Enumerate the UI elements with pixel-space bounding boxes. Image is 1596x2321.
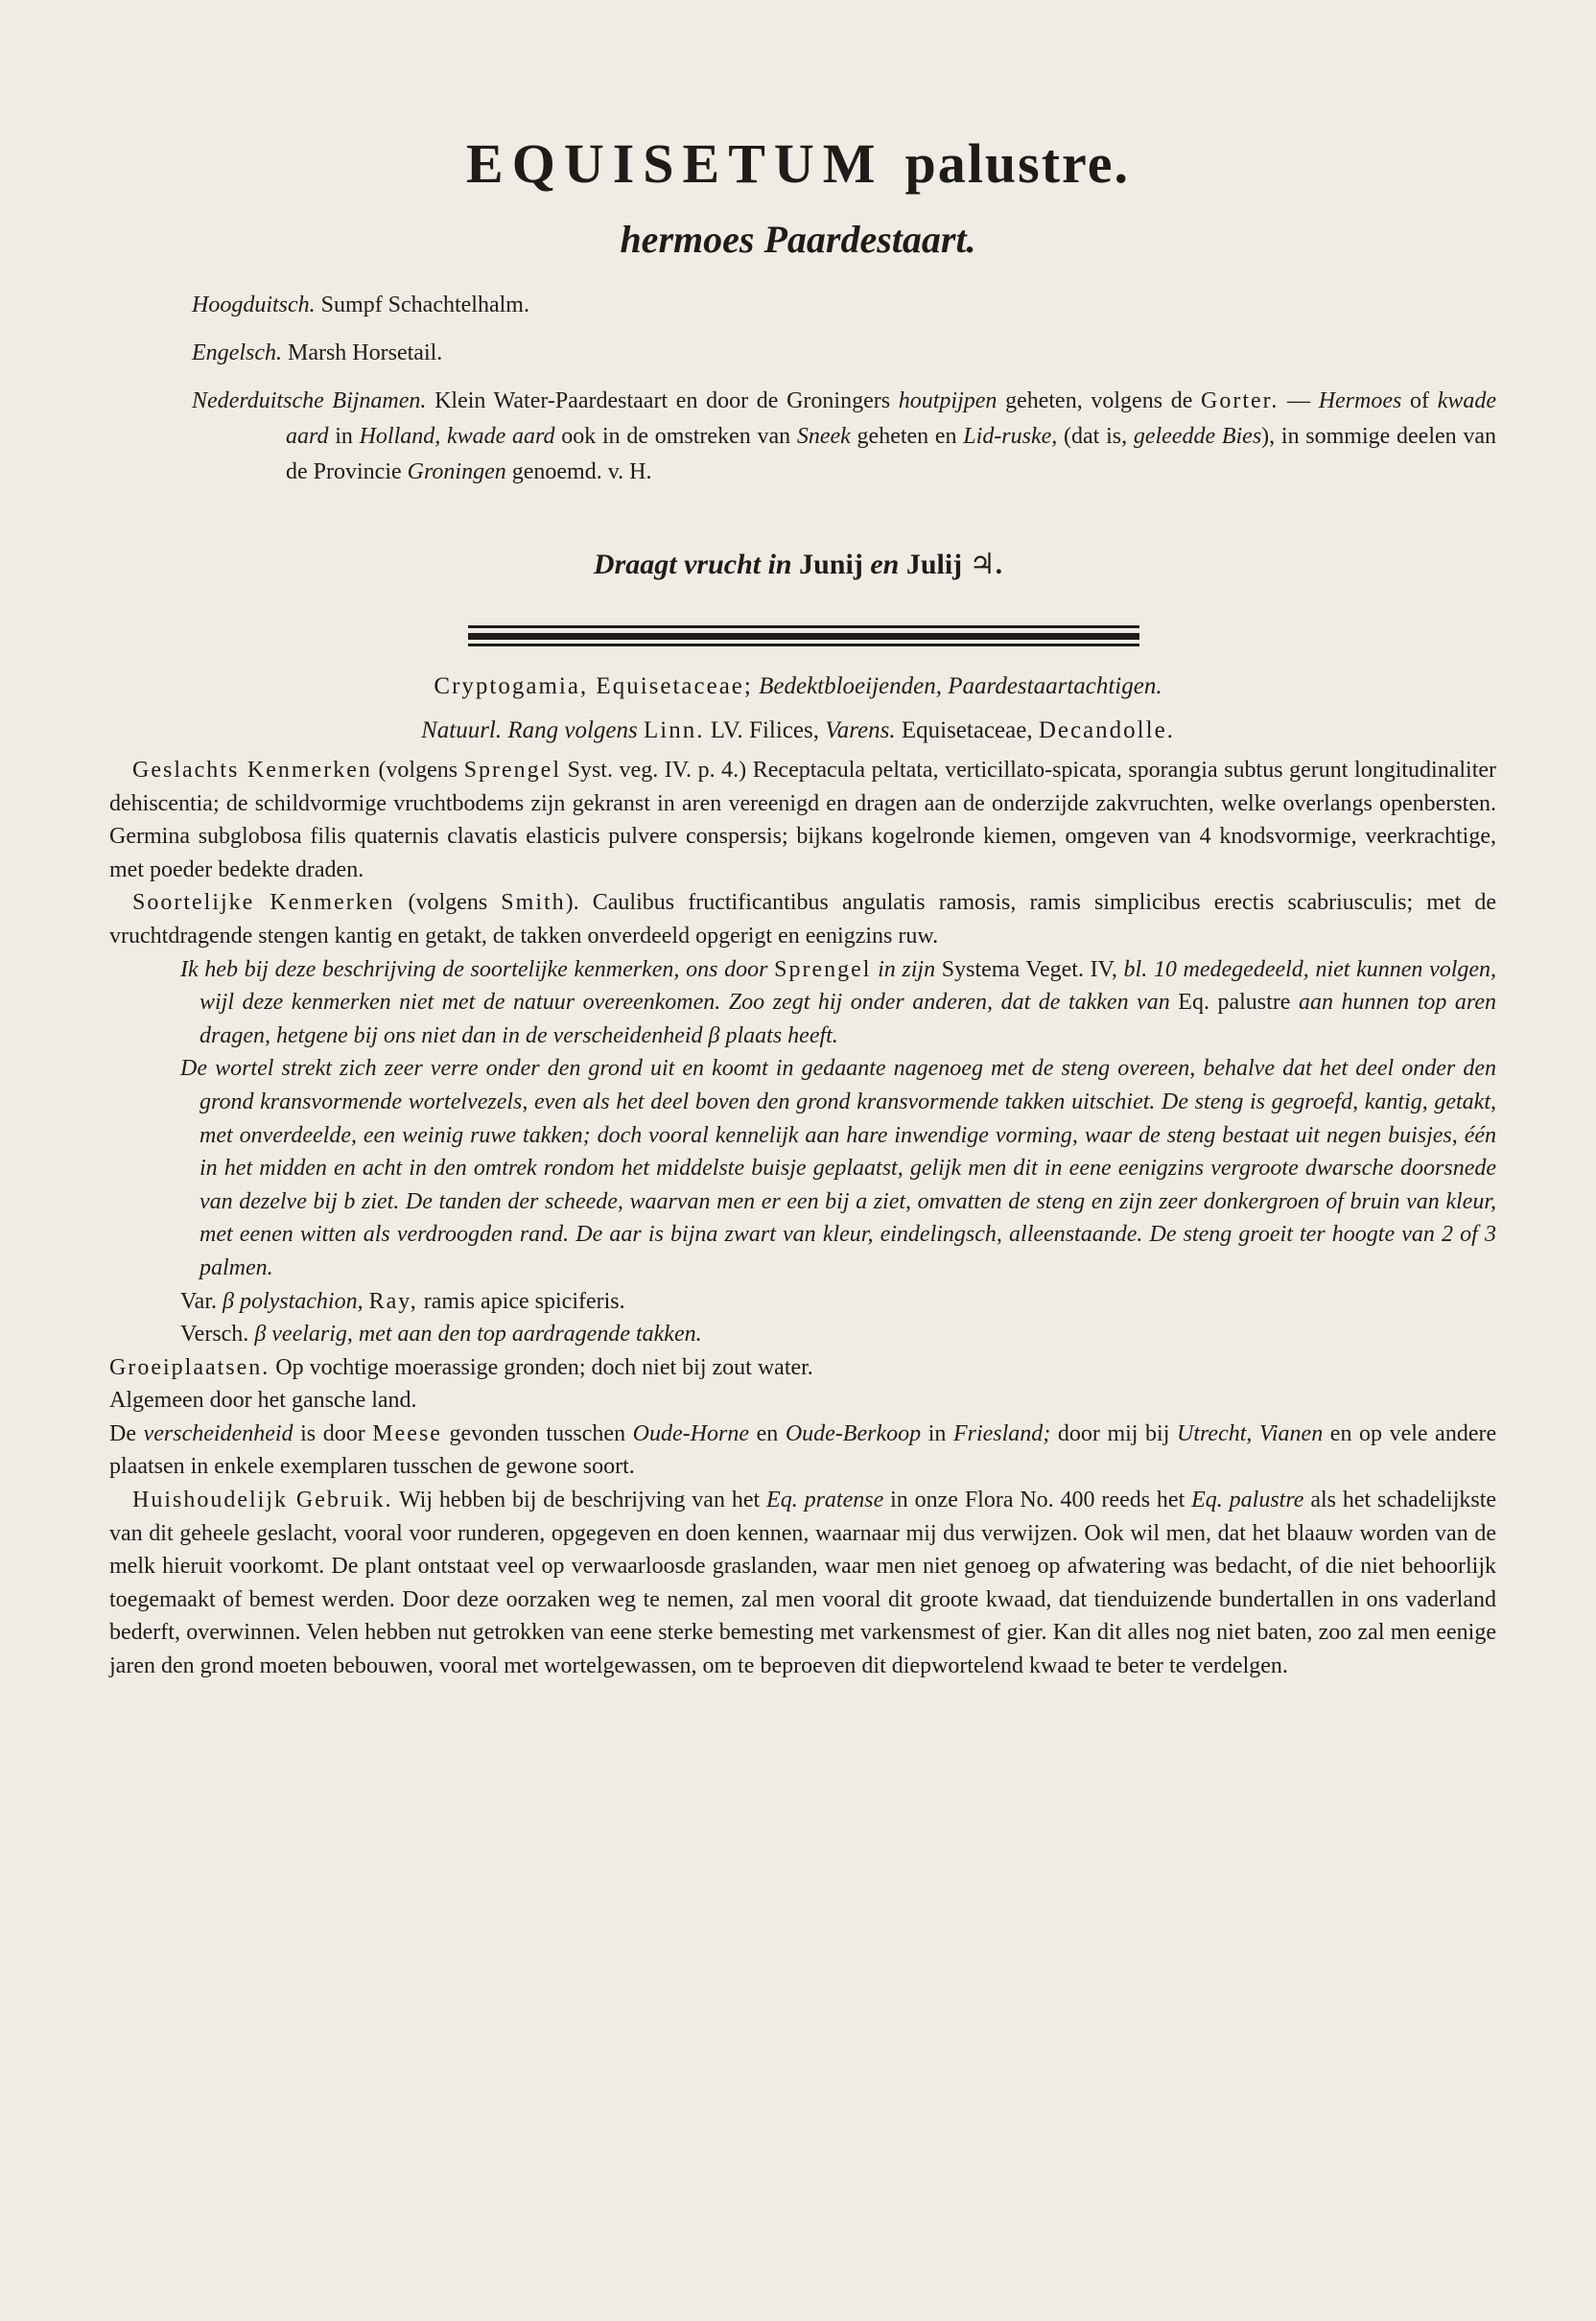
body-text-span: verscheidenheid xyxy=(143,1420,293,1446)
place-name: Oude-Horne xyxy=(632,1420,749,1446)
german-name-line xyxy=(192,288,1496,323)
species-name: palustre. xyxy=(904,132,1130,195)
fruiting-period xyxy=(0,544,1596,586)
body-text-span: gevonden tusschen xyxy=(449,1420,626,1446)
section-heading: Geslachts Kenmerken xyxy=(132,758,372,783)
author-name: Meese xyxy=(372,1420,442,1446)
body-text-span: (volgens xyxy=(408,890,488,916)
body-text-span: en xyxy=(756,1420,779,1446)
author-note-paragraph xyxy=(109,953,1496,1053)
place-name: Utrecht, Vianen xyxy=(1176,1420,1324,1446)
species-characters-paragraph xyxy=(109,886,1496,952)
local-text: (dat is, xyxy=(1064,424,1128,449)
natural-rank-line xyxy=(0,714,1596,748)
variety-line xyxy=(109,1285,1496,1319)
fruit-text: en xyxy=(870,549,900,580)
page-title xyxy=(0,132,1596,196)
divider-rule xyxy=(468,633,1139,640)
divider-rule xyxy=(468,625,1139,628)
class-text: Cryptogamia, Equisetaceae; xyxy=(434,673,753,699)
local-text: Lid-ruske, xyxy=(963,424,1058,449)
habitat-line xyxy=(109,1351,1496,1385)
body-text-span: Wij hebben bij de beschrijving van het xyxy=(398,1488,761,1513)
local-text: ), in sommige deelen van de Provincie xyxy=(286,424,1497,484)
body-text-span: in zijn xyxy=(878,956,936,982)
local-names-paragraph xyxy=(192,384,1496,490)
classification-line xyxy=(0,669,1596,704)
body-text-span: in onze Flora No. 400 reeds het xyxy=(890,1488,1185,1513)
english-name-line xyxy=(192,336,1496,371)
author-name: Ray, xyxy=(368,1288,418,1314)
local-text: geheten en xyxy=(857,424,957,449)
body-text-span: als het schadelijkste van dit geheele geslacht, vooral voor runderen, opgegeven en doen kennen, waarnaar mij dus verwijzen. Ook wil men, dat het blaauw worden van de melk hieruit voorkomt. De plant ontstaat veel op verwaarloosde graslanden, waar men niet genoeg op afwatering was bedacht, of die niet behoorlijk toegemaakt of bemest werden. Door deze oorzaken weg te nemen, zal men vooral dit groote kwaad, dat tienduizende bundertallen in ons vaderland bederft, overwinnen. Velen hebben nut getrokken van eene sterke bemesting met varkensmest of gier. Kan dit alles nog niet baten, zoo zal men eenige jaren den grond moeten bebouwen, vooral met wortelgewassen, om te beproeven dit diepwortelend kwaad te beter te verdelgen. xyxy=(109,1488,1497,1679)
genus-name: EQUISETUM xyxy=(466,132,884,195)
local-text: Hermoes xyxy=(1318,388,1402,413)
class-text: Linn. xyxy=(644,717,705,743)
local-text: geheten, volgens de xyxy=(1005,388,1193,413)
body-text-span: bl. 10 medegedeeld, niet kunnen volgen, wijl deze kenmerken niet met de natuur overeenkomen. Zoo zegt hij onder anderen, dat de takken van xyxy=(200,956,1497,1016)
local-text: ook in de omstreken van xyxy=(561,424,791,449)
local-text: of xyxy=(1410,388,1430,413)
place-name: Oude-Berkoop xyxy=(785,1420,922,1446)
class-text: Equisetaceae, xyxy=(901,717,1033,743)
german-value: Sumpf Schachtelhalm. xyxy=(320,293,529,317)
local-text: Klein Water-Paardestaart en door de Groningers xyxy=(434,388,891,413)
body-text-span: Op vochtige moerassige gronden; doch niet bij zout water. xyxy=(275,1354,813,1380)
fruit-text: Draagt vrucht in xyxy=(593,549,792,580)
description-paragraph: De wortel strekt zich zeer verre onder den grond uit en koomt in gedaante nagenoeg met de steng overeen, behalve dat het deel onder den grond kransvormende wortelvezels, even als het deel boven den grond kransvormende takken uitschiet. De steng is gegroefd, kantig, getakt, met onverdeelde, een weinig ruwe takken; doch vooral kennelijk aan hare inwendige vorming, waar de steng bestaat uit negen buisjes, één in het midden en acht in den omtrek rondom het middelste buisje geplaatst, gelijk men dit in eene eenigzins vergroote dwarsche doorsnede van dezelve bij b ziet. De tanden der scheede, waarvan men er een bij a ziet, omvatten de steng en zijn zeer donkergroen of bruin van kleur, met eenen witten als verdroogden rand. De aar is bijna zwart van kleur, eindelingsch, alleenstaande. De steng groeit ter hoogte van 2 of 3 palmen. xyxy=(180,1056,1496,1280)
variety-dutch-line xyxy=(109,1318,1496,1351)
local-text: geleedde Bies xyxy=(1133,424,1262,449)
genus-characters-paragraph xyxy=(109,754,1496,886)
household-use-paragraph xyxy=(109,1484,1496,1683)
body-text-span: Eq. pratense xyxy=(766,1488,884,1513)
local-text: Sneek xyxy=(796,424,851,449)
author-name: Smith xyxy=(501,890,566,916)
class-text: Decandolle. xyxy=(1038,717,1175,743)
dutch-name: hermoes Paardestaart. xyxy=(620,218,976,261)
body-text-span: Syst. veg. IV. p. 4.) Receptacula peltata, verticillato-spicata, sporangia subtus gerunt longitudinaliter dehiscentia; de schildvormige vruchtbodems zijn gekranst in aren vereenigd en dragen aan de onderzijde zakvruchten, welke overlangs openbersten. Germina subglobosa filis quaternis clavatis elasticis pulvere conspersis; bijkans kogelronde kiemen, omgeven van 4 knodsvormige, veerkrachtige, met poeder bedekte draden. xyxy=(109,758,1497,882)
local-text: genoemd. v. H. xyxy=(511,459,652,484)
section-heading: Groeiplaatsen. xyxy=(109,1354,270,1380)
body-text-span: en op vele andere plaatsen in enkele exemplaren tusschen de gewone soort. xyxy=(109,1420,1497,1480)
body-text-span: Var. xyxy=(180,1288,217,1314)
variety-location-paragraph xyxy=(109,1418,1496,1484)
author-name: Gorter. xyxy=(1201,388,1279,413)
local-text: houtpijpen xyxy=(898,388,998,413)
fruit-text: Julij ♃. xyxy=(905,549,1003,580)
local-text: — xyxy=(1287,388,1311,413)
author-name: Sprengel xyxy=(463,758,561,783)
body-text-span: ramis apice spiciferis. xyxy=(423,1288,625,1314)
german-label: Hoogduitsch. xyxy=(192,293,316,317)
local-text: kwade aard xyxy=(286,388,1496,449)
body-text-span: β veelarig, met aan den top aardragende takken. xyxy=(254,1322,702,1348)
distribution-line: Algemeen door het gansche land. xyxy=(109,1388,417,1414)
english-label: Engelsch. xyxy=(192,340,282,365)
body-text-span: door mij bij xyxy=(1057,1420,1170,1446)
body-text xyxy=(109,754,1496,1683)
body-text-span: Systema Veget. IV, xyxy=(941,956,1117,982)
local-names-label: Nederduitsche Bijnamen. xyxy=(192,388,427,413)
author-name: Sprengel xyxy=(774,956,872,982)
body-text-span: aan hunnen top aren dragen, hetgene bij ons niet dan in de verscheidenheid β plaats heeft. xyxy=(200,990,1497,1048)
local-text: Holland, xyxy=(359,424,441,449)
body-text-span: Versch. xyxy=(180,1322,249,1348)
body-text-span: ). Caulibus fructificantibus angulatis ramosis, ramis simplicibus erectis scabriusculis; met de vruchtdragende stengen kantig en getakt, de takken onverdeeld opgerigt en eenigzins ruw. xyxy=(109,890,1497,949)
divider-rule xyxy=(468,644,1139,646)
local-text: in xyxy=(335,424,353,449)
class-text: Bedektbloeijenden, Paardestaartachtigen. xyxy=(759,673,1162,699)
body-text-span: De xyxy=(109,1420,136,1446)
section-heading: Soortelijke Kenmerken xyxy=(132,890,395,916)
class-text: Varens. xyxy=(825,717,896,743)
class-text: LV. Filices, xyxy=(710,717,819,743)
body-text-span: Ik heb bij deze beschrijving de soortelijke kenmerken, ons door xyxy=(180,956,768,982)
place-name: Friesland; xyxy=(952,1420,1051,1446)
body-text-span: in xyxy=(927,1420,947,1446)
class-text: Natuurl. Rang volgens xyxy=(421,717,638,743)
local-text: kwade aard xyxy=(447,424,555,449)
local-text: Groningen xyxy=(407,459,506,484)
body-text-span: (volgens xyxy=(378,758,458,783)
section-heading: Huishoudelijk Gebruik. xyxy=(132,1488,393,1513)
body-text-span: is door xyxy=(300,1420,365,1446)
body-text-span: Eq. palustre xyxy=(1191,1488,1304,1513)
vernacular-names xyxy=(192,288,1496,503)
fruit-text: Junij xyxy=(799,549,863,580)
body-text-span: β polystachion, xyxy=(223,1288,364,1314)
body-text-span: Eq. palustre xyxy=(1178,990,1291,1016)
english-value: Marsh Horsetail. xyxy=(287,340,443,365)
